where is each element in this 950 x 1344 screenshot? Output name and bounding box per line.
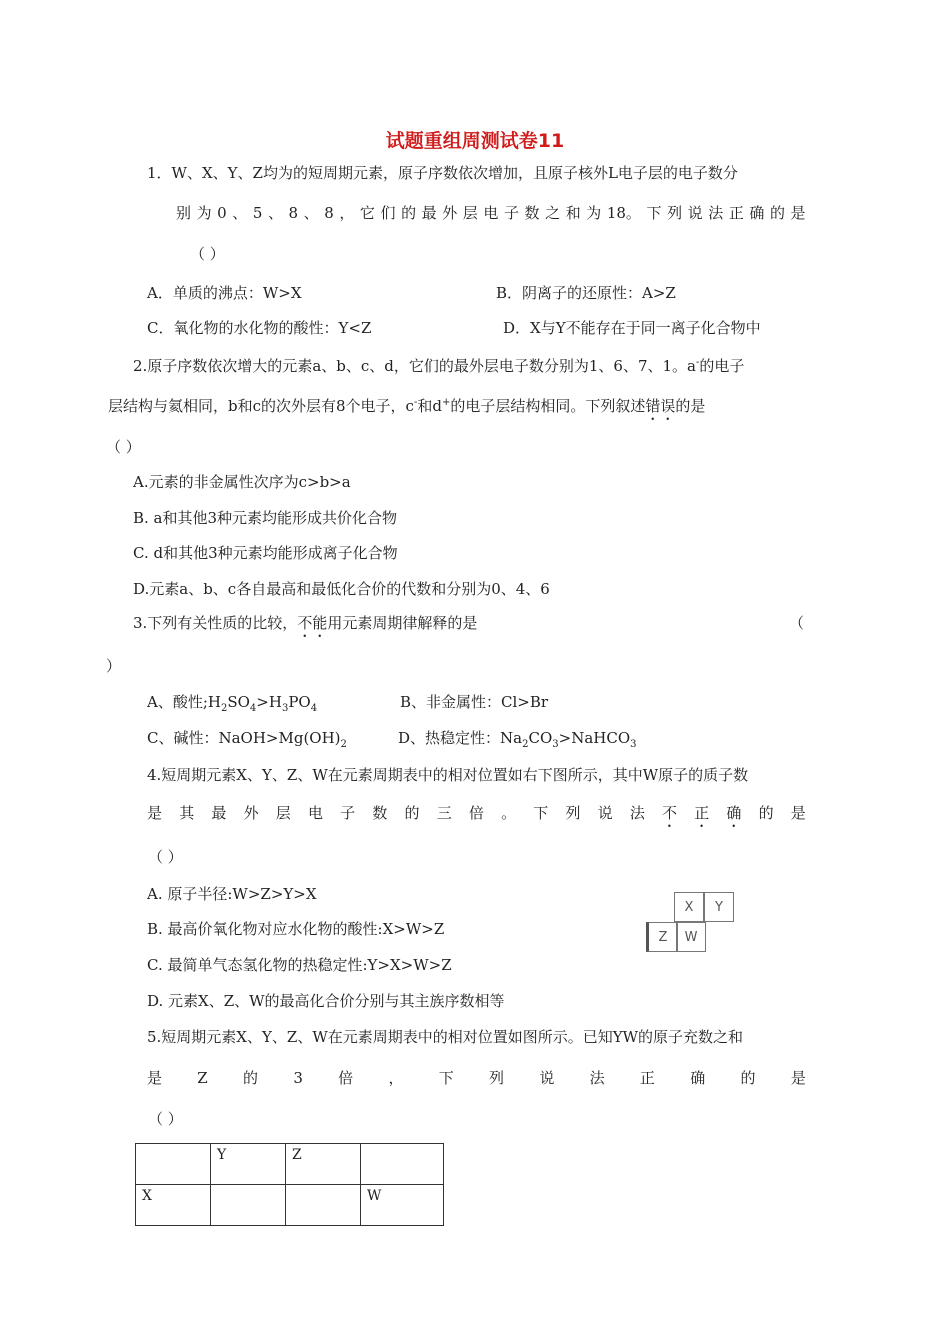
q2-stem-line1: 2.原子序数依次增大的元素a、b、c、d，它们的最外层电子数分别为1、6、7、1。a-的电子	[133, 357, 745, 375]
q5-periodic-table	[135, 1143, 444, 1226]
q5-stem-line1: 5.短周期元素X、Y、Z、W在元素周期表中的相对位置如图所示。已知YW的原子充数之和	[147, 1028, 744, 1046]
stem-char: 正	[694, 804, 710, 822]
stem-char: 正	[639, 1069, 655, 1087]
stem-char: 列	[565, 804, 581, 822]
q2-answer-paren: （ ）	[106, 438, 141, 456]
table-row	[136, 1185, 444, 1226]
q3-paren-open: （	[789, 614, 805, 632]
q1-option-d: D．X与Y不能存在于同一离子化合物中	[503, 319, 761, 337]
stem-char: 、	[303, 204, 319, 222]
table-cell	[286, 1185, 361, 1226]
stem-char: 法	[629, 804, 645, 822]
q5-stem-line2	[147, 1068, 806, 1088]
stem-char: 其	[179, 804, 195, 822]
stem-char: 外	[442, 204, 458, 222]
stem-char: 说	[597, 804, 613, 822]
q2-emphasis: 错误	[645, 397, 676, 415]
stem-char: 下	[533, 804, 549, 822]
stem-char: 确	[690, 1069, 706, 1087]
q1-option-c: C．氧化物的水化物的酸性：Y<Z	[147, 319, 372, 337]
stem-char: 为	[196, 204, 212, 222]
stem-char: 的	[740, 1069, 756, 1087]
stem-char: 不	[662, 804, 678, 822]
q2-option-d: D.元素a、b、c各自最高和最低化合价的代数和分别为0、4、6	[133, 580, 550, 598]
stem-char: 3	[293, 1069, 303, 1087]
stem-char: 三	[436, 804, 452, 822]
stem-char: 的	[401, 204, 417, 222]
q3-emphasis: 不能	[297, 614, 328, 632]
q4-option-b: B. 最高价氧化物对应水化物的酸性:X>W>Z	[147, 920, 445, 938]
table-row	[136, 1144, 444, 1185]
stem-char: 法	[708, 204, 724, 222]
stem-char: 子	[340, 804, 356, 822]
stem-char: 倍	[338, 1069, 354, 1087]
page-title: 试题重组周测试卷11	[385, 130, 565, 152]
stem-char: 的	[769, 204, 785, 222]
stem-char: 数	[372, 804, 388, 822]
stem-char: 别	[176, 204, 192, 222]
stem-char: 电	[483, 204, 499, 222]
q4-stem-line1: 4.短周期元素X、Y、Z、W在元素周期表中的相对位置如右下图所示，其中W原子的质子数	[147, 766, 749, 784]
stem-char: 最	[421, 204, 437, 222]
stem-char: ，	[339, 204, 355, 222]
stem-char: 是	[790, 204, 806, 222]
stem-char: 它	[359, 204, 375, 222]
stem-char: 子	[503, 204, 519, 222]
stem-char: 的	[404, 804, 420, 822]
stem-char: 。	[501, 804, 517, 822]
q4-option-a: A. 原子半径:W>Z>Y>X	[147, 885, 317, 903]
figure-cell-x: X	[674, 892, 704, 922]
q2-option-b: B. a和其他3种元素均能形成共价化合物	[133, 509, 398, 527]
stem-char: 层	[462, 204, 478, 222]
stem-char: 层	[275, 804, 291, 822]
q1-answer-paren: （ ）	[190, 245, 225, 263]
table-cell	[361, 1144, 444, 1185]
stem-char: 倍	[468, 804, 484, 822]
stem-char: 们	[380, 204, 396, 222]
periodic-table-figure	[644, 892, 744, 972]
q4-option-c: C. 最简单气态氢化物的热稳定性:Y>X>W>Z	[147, 956, 452, 974]
q2-option-a: A.元素的非金属性次序为c>b>a	[133, 473, 351, 491]
q2-option-c: C. d和其他3种元素均能形成离子化合物	[133, 544, 398, 562]
stem-char: 的	[758, 804, 774, 822]
stem-char: 5	[252, 204, 263, 222]
q3-stem-line1: 3.下列有关性质的比较，不能用元素周期律解释的是	[133, 614, 478, 632]
stem-char: 的	[243, 1069, 259, 1087]
stem-char: Z	[197, 1069, 208, 1087]
stem-char: 和	[565, 204, 581, 222]
stem-char: ，	[388, 1069, 404, 1087]
stem-char: 说	[687, 204, 703, 222]
q4-answer-paren: （ ）	[148, 848, 183, 866]
stem-char: 确	[726, 804, 742, 822]
stem-char: 8	[324, 204, 334, 222]
stem-char: 之	[545, 204, 561, 222]
q1-stem-line1: 1．W、X、Y、Z均为的短周期元素，原子序数依次增加，且原子核外L电子层的电子数分	[147, 164, 738, 182]
stem-char: 外	[243, 804, 259, 822]
stem-char: 是	[790, 804, 806, 822]
stem-char: 为	[586, 204, 602, 222]
stem-char: 是	[147, 804, 163, 822]
table-cell: W	[361, 1185, 444, 1226]
q3-option-a: A、酸性$;H_2SO_4>H_3PO_4$	[147, 693, 318, 714]
figure-cell-z: Z	[646, 922, 678, 952]
q3-option-d: D、热稳定性：$Na_2CO_3>NaHCO_3$	[398, 729, 637, 750]
stem-char: 、	[232, 204, 248, 222]
stem-char: 、	[267, 204, 283, 222]
stem-char: 说	[539, 1069, 555, 1087]
stem-char: 最	[211, 804, 227, 822]
q4-stem-line2	[147, 803, 806, 831]
table-cell: Z	[286, 1144, 361, 1185]
q1-option-a: A．单质的沸点：W>X	[147, 284, 302, 302]
table-cell: Y	[211, 1144, 286, 1185]
stem-char: 列	[489, 1069, 505, 1087]
stem-char: 是	[147, 1069, 163, 1087]
q2-stem-line2: 层结构与氦相同，b和c的次外层有8个电子，c-和d+的电子层结构相同。下列叙述错误的是	[108, 397, 706, 415]
q1-stem-line2	[176, 203, 806, 223]
stem-char: 18。	[606, 204, 641, 222]
stem-char: 正	[728, 204, 744, 222]
q3-option-c: C、碱性：$NaOH>Mg(OH)_2$	[147, 729, 347, 750]
q3-option-b: B、非金属性：Cl>Br	[400, 693, 549, 711]
stem-char: 8	[288, 204, 299, 222]
figure-cell-y: Y	[704, 892, 734, 922]
stem-char: 下	[438, 1069, 454, 1087]
table-cell	[136, 1144, 211, 1185]
stem-char: 确	[749, 204, 765, 222]
stem-char: 电	[307, 804, 323, 822]
stem-char: 下	[646, 204, 662, 222]
table-cell: X	[136, 1185, 211, 1226]
stem-char: 法	[589, 1069, 605, 1087]
q5-answer-paren: （ ）	[148, 1110, 183, 1128]
q1-option-b: B．阴离子的还原性：A>Z	[496, 284, 676, 302]
q4-option-d: D. 元素X、Z、W的最高化合价分别与其主族序数相等	[147, 992, 505, 1010]
stem-char: 是	[790, 1069, 806, 1087]
q3-paren-close: ）	[106, 657, 122, 675]
stem-char: 数	[524, 204, 540, 222]
table-cell	[211, 1185, 286, 1226]
stem-char: 0	[217, 204, 227, 222]
figure-cell-w: W	[676, 922, 706, 952]
stem-char: 列	[667, 204, 683, 222]
